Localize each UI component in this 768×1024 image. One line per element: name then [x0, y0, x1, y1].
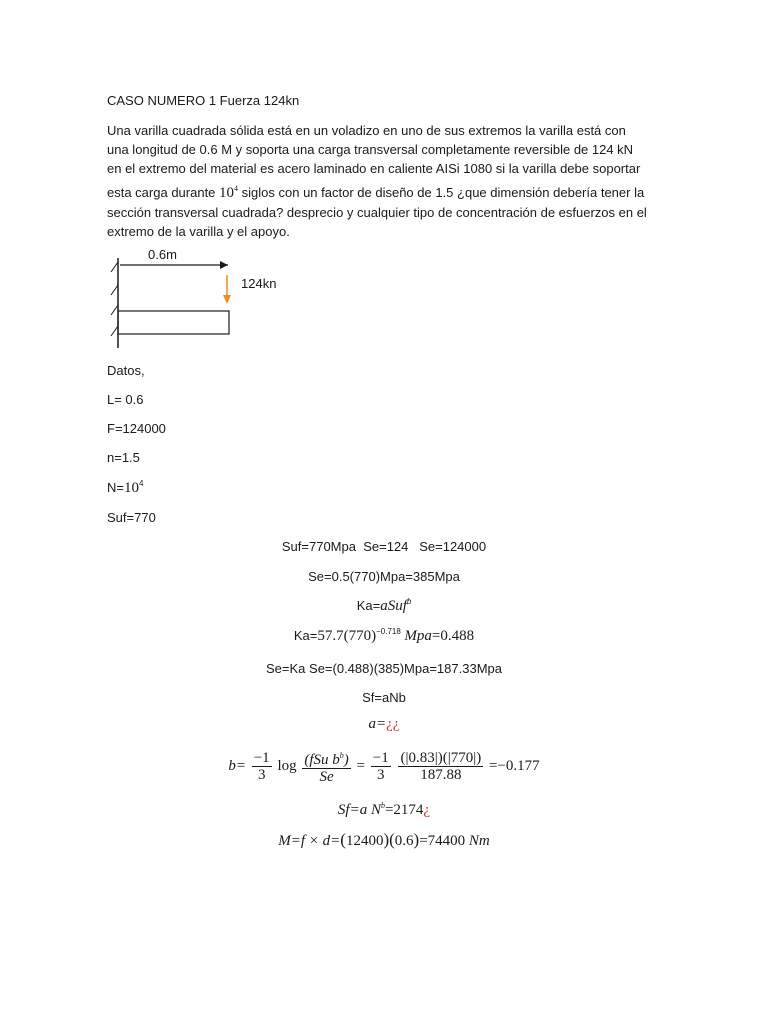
datos-n: n=1.5 [107, 450, 140, 465]
fraction-3-numerator: −1 [372, 750, 389, 766]
equation-4-exponent: −0.718 [376, 627, 401, 636]
cycles-exponent: 4 [234, 183, 239, 193]
wall-hatch [111, 262, 118, 272]
equation-10-lhs: M=f × d= [278, 833, 341, 849]
datos-L: L= 0.6 [107, 392, 144, 407]
datos-N-prefix: N= [107, 480, 124, 495]
fraction-2-exponent: b [339, 751, 344, 760]
equation-8-equals: = [356, 757, 365, 774]
fraction-1-numerator: −1 [253, 750, 270, 766]
wall-hatch [111, 305, 118, 315]
page-title: CASO NUMERO 1 Fuerza 124kn [107, 93, 300, 108]
equation-3-exponent: b [406, 597, 412, 606]
equation-5: Se=Ka Se=(0.488)(385)Mpa=187.33Mpa [266, 661, 502, 676]
equation-7-lhs: a= [368, 716, 387, 732]
equation-6: Sf=aNb [362, 690, 406, 705]
fraction-4-denominator: 187.88 [420, 767, 462, 783]
fraction-4-numerator-a: 0.83 [408, 750, 435, 766]
datos-N-exponent: 4 [138, 479, 144, 488]
equation-10-unit: Nm [468, 833, 490, 849]
fraction-4-numerator-b: 770 [450, 750, 474, 766]
problem-text-part2: siglos con un factor de diseño de 1.5 ¿que dimensión debería tener la sección transversal cuadrada? desprecio y cualquier tipo de concentración de esfuerzos en el extremo de la varilla y el apoyo. [107, 184, 647, 240]
wall-hatch [111, 326, 118, 336]
load-arrowhead [223, 295, 231, 304]
equation-4: $Ka=57.7(770)^{-0.718}$ Mpa=0.488 [293, 627, 475, 644]
equation-4-unit: Mpa [404, 628, 432, 644]
datos-F: F=124000 [107, 421, 166, 436]
equation-8-fraction-2 [302, 748, 350, 785]
equation-2: Se=0.5(770)Mpa=385Mpa [308, 569, 460, 584]
equation-8-fraction-1 [252, 750, 272, 783]
equation-3-prefix: Ka= [356, 598, 381, 613]
load-label: 124kn [241, 276, 277, 291]
equation-8-lhs: b= [228, 757, 246, 774]
problem-text-part1: Una varilla cuadrada sólida está en un voladizo en uno de sus extremos la varilla está con una longitud de 0.6 M y soporta una carga transversal completamente reversible de 124 kN en el extremo del material es acero laminado en caliente AISi 1080 si la varilla debe soportar esta carga durante [107, 123, 641, 200]
cycles-base: 10 [219, 184, 235, 201]
fraction-2-numerator-text: fSu b [309, 752, 340, 768]
equation-8-fraction-4 [398, 750, 483, 783]
equation-8-log: log [277, 757, 297, 774]
datos-Suf: Suf=770 [107, 510, 156, 525]
equation-8-fraction-3 [371, 750, 391, 783]
equation-7 [0, 716, 768, 733]
equation-8 [0, 748, 768, 785]
equation-9-lhs: Sf=a N [337, 802, 381, 818]
equation-9-exponent: b [380, 801, 385, 810]
wall-hatch [111, 285, 118, 295]
dimension-arrowhead [220, 261, 228, 269]
datos-N-base: 10 [123, 480, 139, 496]
fraction-1-denominator: 3 [257, 767, 266, 783]
datos-N [107, 479, 143, 497]
equation-10: M=f × d=(12400)(0.6)=74400 Nm [278, 830, 490, 849]
equation-4-base: 57.7 [317, 628, 344, 644]
fraction-2-denominator: Se [319, 769, 334, 785]
equation-7-rhs: ¿¿ [386, 716, 400, 732]
datos-heading: Datos, [107, 363, 145, 378]
equation-3-math: aSuf [380, 598, 407, 614]
equation-10-distance: 0.6 [394, 833, 414, 849]
equation-4-result: =0.488 [431, 628, 475, 644]
equation-9-value: =2174 [384, 802, 424, 818]
length-label: 0.6m [148, 247, 177, 262]
fraction-2-numerator: (fSu $b^b$) [302, 748, 350, 769]
equation-9-marker: ¿ [423, 802, 431, 818]
equation-10-result: =74400 [419, 833, 466, 849]
fraction-4-numerator: (|0.83|)(|770|) [400, 750, 482, 766]
equation-3 [0, 597, 768, 615]
equation-8-result: =−0.177 [488, 757, 540, 774]
equation-1: Suf=770Mpa Se=124 Se=124000 [281, 539, 487, 554]
fraction-3-denominator: 3 [376, 767, 385, 783]
equation-4-inner: 770 [348, 628, 372, 644]
equation-10-force: 12400 [345, 833, 384, 849]
equation-9 [0, 801, 768, 819]
cantilever-bar [118, 311, 229, 334]
equation-4-prefix: Ka= [293, 628, 318, 643]
